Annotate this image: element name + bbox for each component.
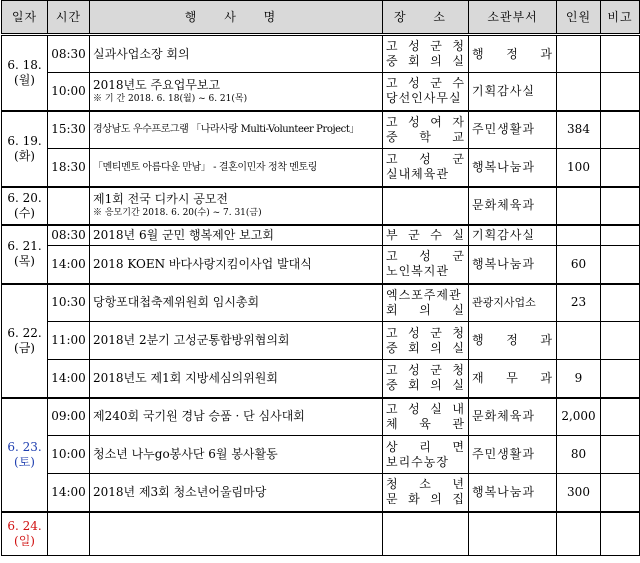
note-cell <box>601 225 640 246</box>
weekday-text: (수) <box>14 205 35 220</box>
note-cell <box>601 360 640 398</box>
table-row <box>2 225 640 246</box>
date-text: 6. 18. <box>7 57 42 72</box>
place-cell <box>383 35 469 73</box>
time-cell: 09:00 <box>48 398 90 436</box>
place-line-2: 실내체육관 <box>386 167 449 182</box>
event-title: 「멘티멘토 아름다운 만남」 - 결혼이민자 정착 멘토링 <box>93 161 318 173</box>
place-cell <box>383 149 469 187</box>
people-cell: 23 <box>557 284 601 322</box>
event-title: 제1회 전국 디카시 공모전 <box>93 192 228 206</box>
dept-cell <box>469 512 557 556</box>
date-text: 6. 23. <box>7 439 42 454</box>
event-note: ※ 기 간 2018. 6. 18(월) ~ 6. 21(목) <box>93 93 248 104</box>
event-cell <box>90 436 383 474</box>
note-cell <box>601 512 640 556</box>
date-text: 6. 20. <box>7 190 42 205</box>
people-cell <box>557 187 601 225</box>
place-line-1: 고 성 여 자 <box>386 114 465 129</box>
event-title: 청소년 나누go봉사단 6월 봉사활동 <box>93 447 278 461</box>
note-cell <box>601 436 640 474</box>
dept-cell: 문화체육과 <box>469 187 557 225</box>
header-dept: 소관부서 <box>469 1 557 35</box>
place-cell <box>383 360 469 398</box>
event-title: 당항포대첩축제위원회 임시총회 <box>93 295 260 310</box>
place-line-2: 중 학 교 <box>386 129 465 144</box>
place-line-1: 상 리 면 <box>386 439 465 454</box>
table-row <box>2 360 640 398</box>
table-row <box>2 149 640 187</box>
dept-cell: 행복나눔과 <box>469 474 557 512</box>
date-cell <box>2 111 48 187</box>
table-row <box>2 73 640 111</box>
dept-cell: 행복나눔과 <box>469 246 557 284</box>
table-row <box>2 187 640 225</box>
note-cell <box>601 187 640 225</box>
place-cell <box>383 187 469 225</box>
place-line-2: 중 회 의 실 <box>386 54 465 68</box>
header-place: 장 소 <box>383 1 469 35</box>
dept-cell: 기획감사실 <box>469 73 557 111</box>
table-row <box>2 246 640 284</box>
date-cell <box>2 35 48 111</box>
dept-cell: 행복나눔과 <box>469 149 557 187</box>
note-cell <box>601 322 640 360</box>
header-date: 일자 <box>2 1 48 35</box>
note-cell <box>601 111 640 149</box>
dept-cell: 관광지사업소 <box>469 284 557 322</box>
event-cell <box>90 360 383 398</box>
note-cell <box>601 474 640 512</box>
place-cell <box>383 73 469 111</box>
event-title: 2018년도 주요업무보고 <box>93 77 221 92</box>
table-row <box>2 322 640 360</box>
place-line-1: 고 성 군 <box>386 152 465 167</box>
weekday-text: (일) <box>14 533 35 548</box>
people-cell <box>557 225 601 246</box>
place-line-1: 부 군 수 실 <box>386 227 465 242</box>
weekday-text: (화) <box>14 148 35 163</box>
note-cell <box>601 35 640 73</box>
table-row <box>2 436 640 474</box>
note-cell <box>601 73 640 111</box>
place-cell <box>383 398 469 436</box>
place-cell <box>383 322 469 360</box>
header-time: 시간 <box>48 1 90 35</box>
header-row <box>2 1 640 35</box>
date-text: 6. 24. <box>7 518 42 533</box>
header-people: 인원 <box>557 1 601 35</box>
people-cell <box>557 35 601 73</box>
event-cell <box>90 149 383 187</box>
place-cell <box>383 225 469 246</box>
place-line-2: 중 회 의 실 <box>386 340 465 355</box>
people-cell: 9 <box>557 360 601 398</box>
event-title: 2018년 6월 군민 행복제안 보고회 <box>93 227 274 242</box>
place-line-2: 당선인사무실 <box>386 91 462 106</box>
place-cell <box>383 246 469 284</box>
people-cell: 60 <box>557 246 601 284</box>
place-cell <box>383 512 469 556</box>
time-cell: 10:00 <box>48 73 90 111</box>
event-title: 실과사업소장 회의 <box>93 46 190 61</box>
time-cell: 08:30 <box>48 225 90 246</box>
weekday-text: (목) <box>14 254 35 268</box>
place-cell <box>383 474 469 512</box>
event-cell <box>90 398 383 436</box>
event-title: 2018년 2분기 고성군통합방위협의회 <box>93 333 290 347</box>
place-cell <box>383 284 469 322</box>
place-line-2: 보리수농장 <box>386 454 449 469</box>
time-cell <box>48 187 90 225</box>
place-line-2: 노인복지관 <box>386 264 449 279</box>
event-note: ※ 응모기간 2018. 6. 20(수) ~ 7. 31(금) <box>93 208 262 218</box>
event-cell <box>90 187 383 225</box>
time-cell: 14:00 <box>48 360 90 398</box>
place-line-2: 중 회 의 실 <box>386 378 465 393</box>
date-cell <box>2 187 48 225</box>
place-line-1: 청 소 년 <box>386 477 465 492</box>
place-line-2: 회 의 실 <box>386 302 465 317</box>
dept-cell: 행 정 과 <box>469 35 557 73</box>
event-cell <box>90 225 383 246</box>
header-note: 비고 <box>601 1 640 35</box>
event-title: 2018년도 제1회 지방세심의위원회 <box>93 370 278 385</box>
time-cell: 08:30 <box>48 35 90 73</box>
people-cell <box>557 73 601 111</box>
time-cell: 14:00 <box>48 474 90 512</box>
date-text: 6. 21. <box>7 239 42 253</box>
date-text: 6. 22. <box>7 325 42 340</box>
event-cell <box>90 474 383 512</box>
place-line-1: 엑스포주제관 <box>386 287 462 302</box>
time-cell: 10:30 <box>48 284 90 322</box>
date-cell <box>2 398 48 512</box>
date-cell <box>2 512 48 556</box>
weekday-text: (금) <box>14 340 35 355</box>
time-cell: 15:30 <box>48 111 90 149</box>
dept-cell: 문화체육과 <box>469 398 557 436</box>
people-cell <box>557 322 601 360</box>
time-cell <box>48 512 90 556</box>
time-cell: 14:00 <box>48 246 90 284</box>
people-cell: 80 <box>557 436 601 474</box>
event-cell <box>90 512 383 556</box>
people-cell: 384 <box>557 111 601 149</box>
event-cell <box>90 35 383 73</box>
place-line-1: 고 성 군 수 <box>386 76 465 91</box>
people-cell: 300 <box>557 474 601 512</box>
event-title: 2018 KOEN 바다사랑지킴이사업 발대식 <box>93 256 312 271</box>
dept-cell: 행 정 과 <box>469 322 557 360</box>
note-cell <box>601 149 640 187</box>
date-cell <box>2 225 48 284</box>
note-cell <box>601 398 640 436</box>
table-row <box>2 512 640 556</box>
weekday-text: (토) <box>14 454 35 469</box>
people-cell: 100 <box>557 149 601 187</box>
event-cell <box>90 246 383 284</box>
event-cell <box>90 322 383 360</box>
place-line-2: 체 육 관 <box>386 416 465 431</box>
place-line-1: 고 성 군 청 <box>386 39 465 53</box>
weekday-text: (월) <box>14 72 35 87</box>
event-title: 경상남도 우수프로그램 「나라사랑 Multi-Volunteer Project」 <box>93 124 360 136</box>
place-line-1: 고 성 실 내 <box>386 401 465 416</box>
time-cell: 18:30 <box>48 149 90 187</box>
place-line-1: 고 성 군 <box>386 249 465 264</box>
event-title: 2018년 제3회 청소년어울림마당 <box>93 484 267 499</box>
people-cell: 2,000 <box>557 398 601 436</box>
event-title: 제240회 국기원 경남 승품 · 단 심사대회 <box>93 409 305 424</box>
date-cell <box>2 284 48 398</box>
note-cell <box>601 246 640 284</box>
note-cell <box>601 284 640 322</box>
event-cell <box>90 73 383 111</box>
place-line-1: 고 성 군 청 <box>386 363 465 378</box>
header-event: 행 사 명 <box>90 1 383 35</box>
place-line-2: 문 화 의 집 <box>386 492 465 507</box>
dept-cell: 주민생활과 <box>469 436 557 474</box>
schedule-table <box>1 0 640 556</box>
date-text: 6. 19. <box>7 133 42 148</box>
time-cell: 10:00 <box>48 436 90 474</box>
place-cell <box>383 111 469 149</box>
table-row <box>2 474 640 512</box>
table-row <box>2 111 640 149</box>
time-cell: 11:00 <box>48 322 90 360</box>
table-row <box>2 35 640 73</box>
place-cell <box>383 436 469 474</box>
dept-cell: 재 무 과 <box>469 360 557 398</box>
table-row <box>2 284 640 322</box>
dept-cell: 주민생활과 <box>469 111 557 149</box>
place-line-1: 고 성 군 청 <box>386 325 465 340</box>
event-cell <box>90 111 383 149</box>
event-cell <box>90 284 383 322</box>
table-row <box>2 398 640 436</box>
dept-cell: 기획감사실 <box>469 225 557 246</box>
people-cell <box>557 512 601 556</box>
